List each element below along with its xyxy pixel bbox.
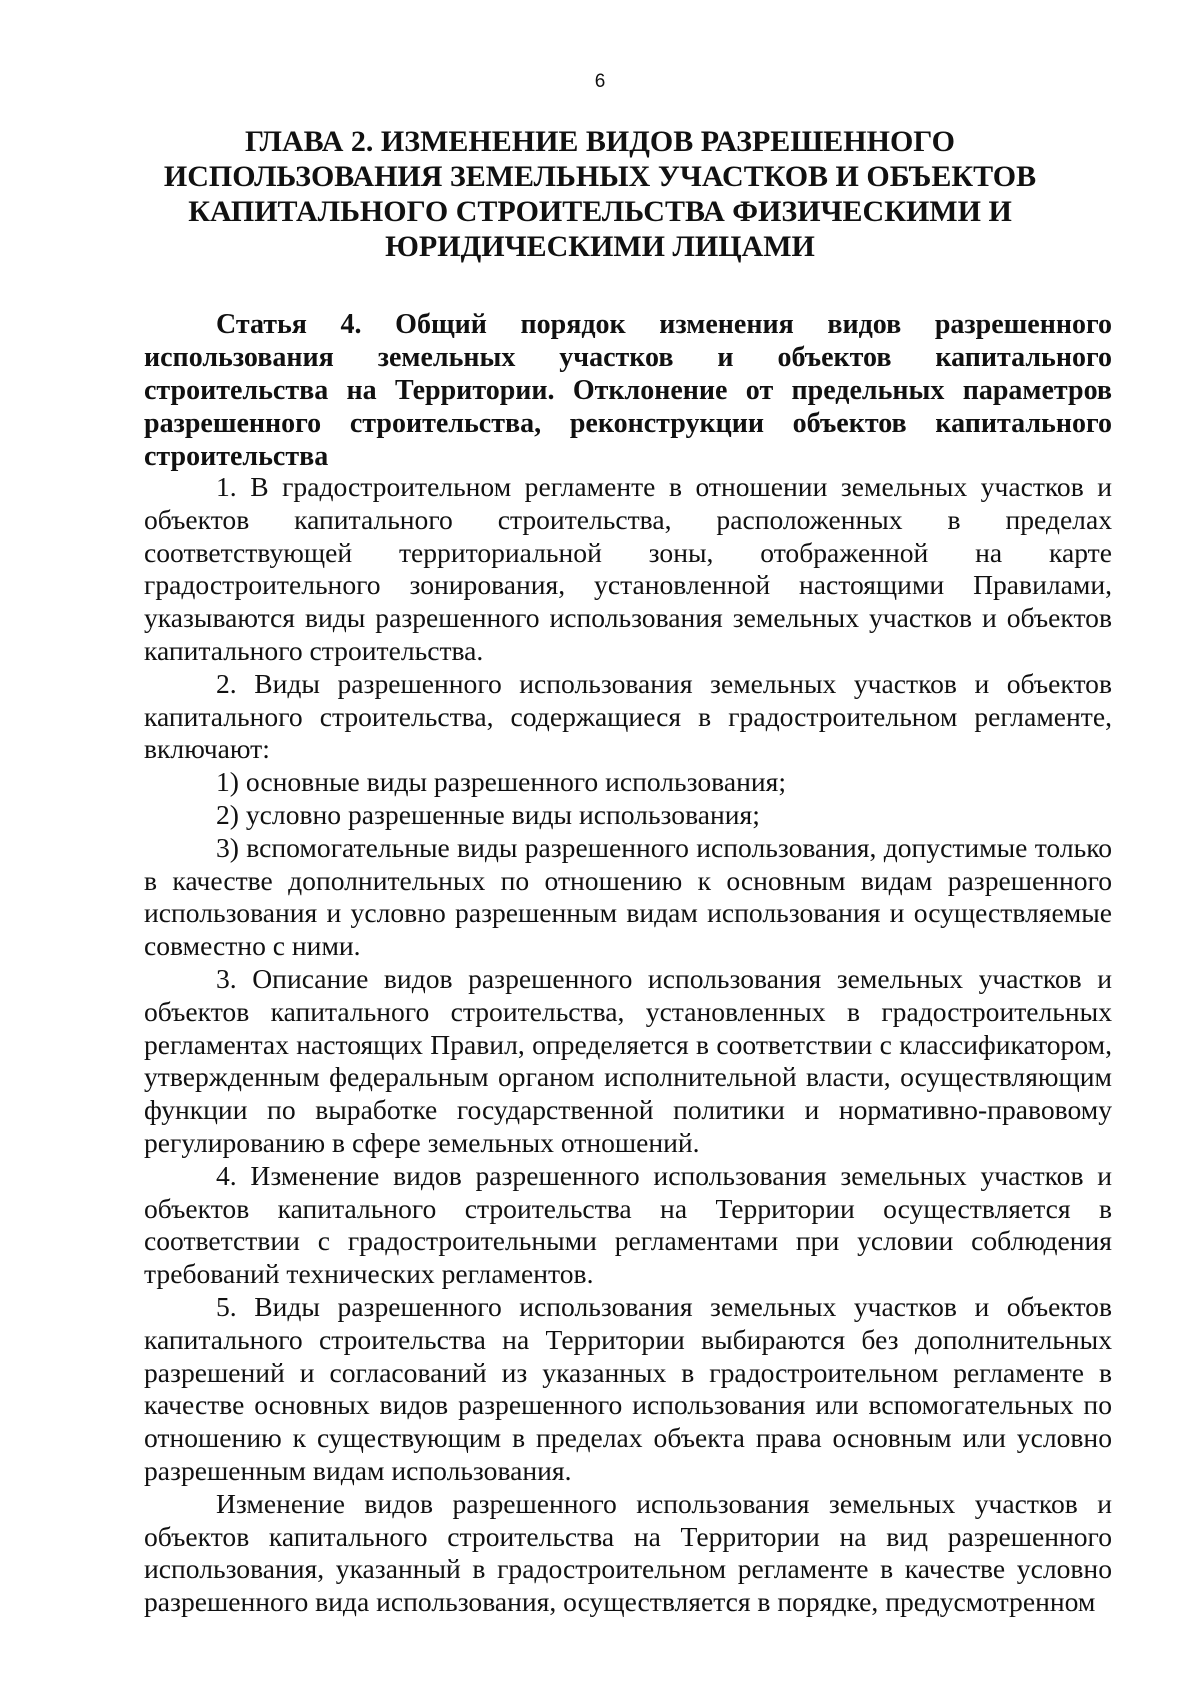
- paragraph-1: 1. В градостроительном регламенте в отношении земельных участков и объектов капитального строительства, расположенных в пределах соответствующей территориальной зоны, отображенной на карте градостроительного зонирования, установленной настоящими Правилами, указываются виды разрешенного использования земельных участков и объектов капитального строительства.: [144, 471, 1112, 666]
- paragraph-6: Изменение видов разрешенного использования земельных участков и объектов капитального строительства на Территории на вид разрешенного использования, указанный в градостроительном регламенте в качестве условно разрешенного вида использования, осуществляется в порядке, предусмотренном: [144, 1487, 1112, 1618]
- article-heading: Статья 4. Общий порядок изменения видов разрешенного использования земельных участков и объектов капитального строительства на Территории. Отклонение от предельных параметров разрешенного строительства, реконструкции объектов капитального строительства: [144, 309, 1112, 472]
- paragraph-2: 2. Виды разрешенного использования земельных участков и объектов капитального строительства, содержащиеся в градостроительном регламенте, включают:: [144, 667, 1112, 765]
- page-number: 6: [594, 71, 606, 92]
- list-item-2: 2) условно разрешенные виды использования;: [216, 798, 760, 830]
- paragraph-4: 4. Изменение видов разрешенного использования земельных участков и объектов капитального строительства на Территории осуществляется в соответствии с градостроительными регламентами при условии соблюдения требований технических регламентов.: [144, 1159, 1112, 1290]
- list-item-1: 1) основные виды разрешенного использования;: [216, 766, 786, 798]
- paragraph-3: 3. Описание видов разрешенного использования земельных участков и объектов капитального строительства, установленных в градостроительных регламентах настоящих Правил, определяется в соответствии с классификатором, утвержденным федеральным органом исполнительной власти, осуществляющим функции по выработке государственной политики и нормативно-правовому регулированию в сфере земельных отношений.: [144, 962, 1112, 1158]
- paragraph-5: 5. Виды разрешенного использования земельных участков и объектов капитального строительства на Территории выбираются без дополнительных разрешений и согласований из указанных в градостроительном регламенте в качестве основных видов разрешенного использования или вспомогательных по отношению к существующим в пределах объекта права основным или условно разрешенным видам использования.: [144, 1290, 1112, 1486]
- list-item-3: 3) вспомогательные виды разрешенного использования, допустимые только в качестве дополнительных по отношению к основным видам разрешенного использования и условно разрешенным видам использования и осуществляемые совместно с ними.: [144, 831, 1112, 962]
- chapter-title: ГЛАВА 2. ИЗМЕНЕНИЕ ВИДОВ РАЗРЕШЕННОГО ИСПОЛЬЗОВАНИЯ ЗЕМЕЛЬНЫХ УЧАСТКОВ И ОБЪЕКТОВ КАПИТАЛЬНОГО СТРОИТЕЛЬСТВА ФИЗИЧЕСКИМИ И ЮРИДИЧЕСКИМИ ЛИЦАМИ: [163, 125, 1037, 263]
- document-body: [144, 471, 1112, 1619]
